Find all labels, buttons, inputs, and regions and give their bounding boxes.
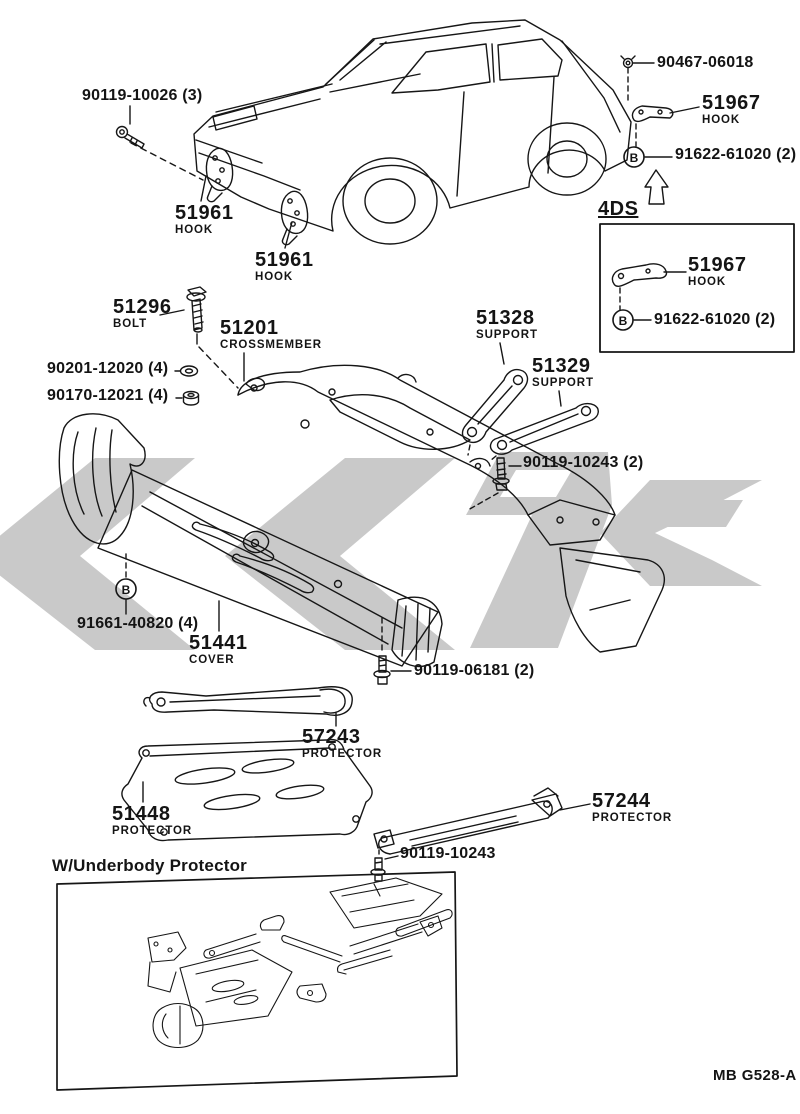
part-label-bolt-protector-center: 90119-06181 (2)	[414, 662, 535, 679]
underbody-protector-box	[57, 872, 457, 1090]
svg-text:B: B	[618, 314, 628, 328]
part-label-bolt-support: 90119-10243 (2)	[523, 454, 644, 471]
support-rear-part	[491, 391, 599, 454]
part-label-washer: 90201-12020 (4)	[47, 360, 169, 377]
clip-icon	[621, 56, 654, 68]
part-label-support-front: 51328 SUPPORT	[476, 307, 538, 341]
car-illustration	[194, 20, 631, 244]
part-label-cover: 51441 COVER	[189, 632, 248, 666]
part-label-support-rear: 51329 SUPPORT	[532, 355, 594, 389]
washer-icon	[175, 366, 198, 376]
front-door-window	[392, 44, 490, 93]
circled-b-marker	[624, 147, 672, 167]
part-label-bolt-crossmember: 51296 BOLT	[113, 296, 172, 330]
page-code: MB G528-A	[713, 1067, 797, 1084]
variant-tag-4ds: 4DS	[598, 198, 639, 220]
part-label-nut: 90170-12021 (4)	[47, 387, 169, 404]
flange-bolt-icon	[117, 106, 204, 180]
arrow-up-icon	[645, 170, 668, 204]
part-label-hook-front-right: 51961 HOOK	[255, 249, 314, 283]
nut-icon	[176, 392, 199, 406]
part-label-crossmember: 51201 CROSSMEMBER	[220, 317, 322, 351]
rear-hook-part	[628, 68, 699, 146]
underbody-box-title: W/Underbody Protector	[52, 856, 247, 875]
part-label-hook-rear-4ds: 51967 HOOK	[688, 254, 747, 288]
svg-text:B: B	[629, 151, 639, 165]
part-label-hook-rear: 51967 HOOK	[702, 92, 761, 126]
rear-protector-bolt-icon	[371, 850, 398, 881]
svg-text:B: B	[121, 583, 131, 597]
part-label-hook-front-left: 51961 HOOK	[175, 202, 234, 236]
part-label-protector-rear: 57244 PROTECTOR	[592, 790, 673, 824]
part-label-protector-plate: 51448 PROTECTOR	[112, 803, 193, 837]
part-label-bolt-rear-hook-4ds: 91622-61020 (2)	[654, 311, 776, 328]
part-label-bolt-front-hook: 90119-10026 (3)	[82, 87, 203, 104]
rear-quarter-window	[498, 39, 562, 80]
support-front-part	[463, 343, 528, 442]
protector-front-part	[144, 687, 352, 726]
variant-4ds-box	[600, 224, 794, 352]
part-label-protector-front: 57243 PROTECTOR	[302, 726, 383, 760]
part-label-bolt-cover: 91661-40820 (4)	[77, 615, 199, 632]
part-label-clip-rear: 90467-06018	[657, 54, 754, 71]
part-label-bolt-protector-rear: 90119-10243	[400, 845, 496, 862]
part-label-bolt-rear-hook: 91622-61020 (2)	[675, 146, 797, 163]
